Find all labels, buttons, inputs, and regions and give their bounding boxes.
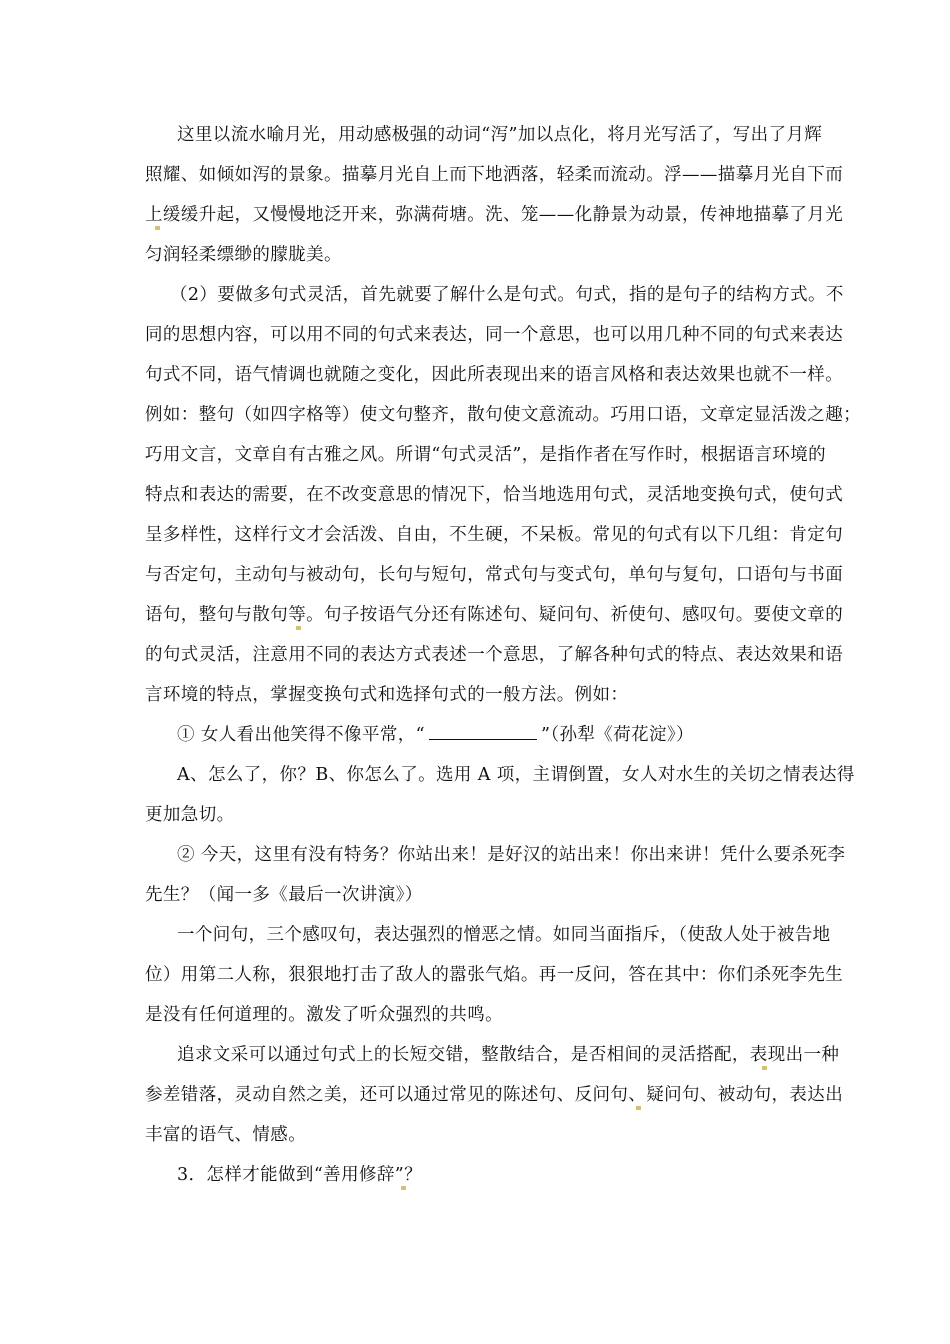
paragraph-line: 与否定句，主动句与被动句，长句与短句，常式句与变式句，单句与复句，口语句与书面	[145, 565, 844, 585]
paragraph-line: 更加急切。	[145, 805, 235, 825]
paragraph-line: 先生？（闻一多《最后一次讲演》）	[145, 885, 423, 905]
paragraph-line: 例如：整句（如四字格等）使文句整齐，散句使文意流动。巧用口语，文章定显活泼之趣；	[145, 405, 861, 425]
paragraph-line: （2）要做多句式灵活，首先就要了解什么是句式。句式，指的是句子的结构方式。不	[170, 285, 844, 305]
answer-blank	[429, 725, 537, 740]
paragraph-line: 追求文采可以通过句式上的长短交错，整散结合，是否相间的灵活搭配，表现出一种	[177, 1045, 840, 1065]
example-suffix: ”（孙犁《荷花淀》）	[541, 725, 694, 745]
scan-mark	[296, 626, 301, 630]
paragraph-line: 句式不同，语气情调也就随之变化，因此所表现出来的语言风格和表达效果也就不一样。	[145, 365, 844, 385]
example-prefix: ① 女人看出他笑得不像平常，“	[177, 725, 426, 745]
paragraph-line: 巧用文言，文章自有古雅之风。所谓“句式灵活”，是指作者在写作时，根据语言环境的	[145, 445, 826, 465]
section-heading: 3．怎样才能做到“善用修辞”？	[177, 1165, 423, 1185]
paragraph-line: 言环境的特点，掌握变换句式和选择句式的一般方法。例如：	[145, 685, 629, 705]
paragraph-line: 这里以流水喻月光，用动感极强的动词“泻”加以点化，将月光写活了，写出了月辉	[177, 125, 823, 145]
paragraph-line: 照耀、如倾如泻的景象。描摹月光自上而下地洒落，轻柔而流动。浮——描摹月光自下而	[145, 165, 844, 185]
paragraph-line: 参差错落，灵动自然之美，还可以通过常见的陈述句、反问句、疑问句、被动句，表达出	[145, 1085, 844, 1105]
paragraph-line: 上缓缓升起，又慢慢地泛开来，弥满荷塘。洗、笼——化静景为动景，传神地描摹了月光	[145, 205, 844, 225]
paragraph-line: 丰富的语气、情感。	[145, 1125, 307, 1145]
paragraph-line: 的句式灵活，注意用不同的表达方式表述一个意思，了解各种句式的特点、表达效果和语	[145, 645, 844, 665]
paragraph-line: A、怎么了，你？B、你怎么了。选用 A 项，主谓倒置，女人对水生的关切之情表达得	[177, 765, 855, 785]
paragraph-line: 语句，整句与散句等。句子按语气分还有陈述句、疑问句、祈使句、感叹句。要使文章的	[145, 605, 844, 625]
paragraph-line: ② 今天，这里有没有特务？你站出来！是好汉的站出来！你出来讲！凭什么要杀死李	[177, 845, 846, 865]
paragraph-line: 一个问句，三个感叹句，表达强烈的憎恶之情。如同当面指斥，（使敌人处于被告地	[177, 925, 831, 945]
paragraph-line: 位）用第二人称，狠狠地打击了敌人的嚣张气焰。再一反问，答在其中：你们杀死李先生	[145, 965, 844, 985]
paragraph-line: 特点和表达的需要，在不改变意思的情况下，恰当地选用句式，灵活地变换句式，使句式	[145, 485, 844, 505]
scan-mark	[401, 1186, 406, 1190]
scan-mark	[762, 1066, 767, 1070]
scan-mark	[636, 1106, 641, 1110]
paragraph-line: 匀润轻柔缥缈的朦胧美。	[145, 245, 342, 265]
paragraph-line: 呈多样性，这样行文才会活泼、自由，不生硬，不呆板。常见的句式有以下几组：肯定句	[145, 525, 844, 545]
example-line-1	[0, 716, 950, 754]
paragraph-line: 是没有任何道理的。激发了听众强烈的共鸣。	[145, 1005, 503, 1025]
scan-mark	[155, 226, 160, 230]
paragraph-line: 同的思想内容，可以用不同的句式来表达，同一个意思，也可以用几种不同的句式来表达	[145, 325, 844, 345]
